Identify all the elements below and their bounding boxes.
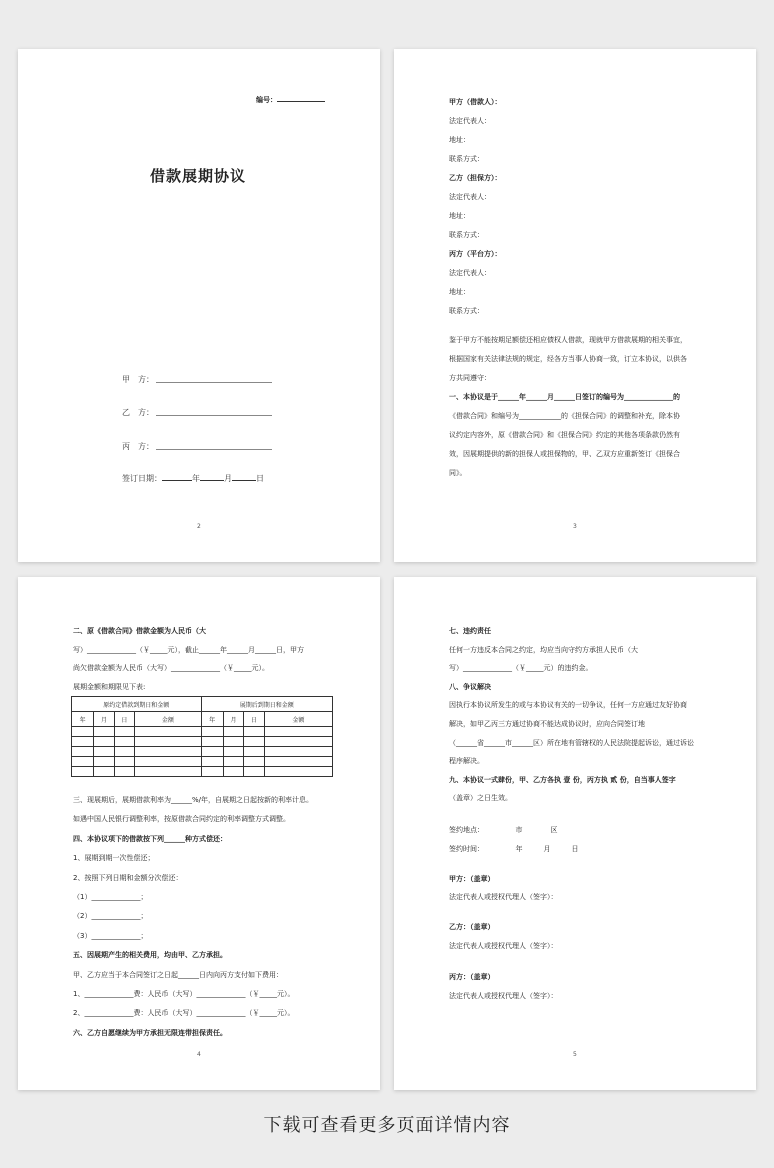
- text-line: 因执行本协议所发生的或与本协议有关的一切争议，任何一方应通过友好协商: [449, 701, 687, 710]
- table-col-header: 金额: [264, 712, 332, 727]
- text-line: 写）______________（￥_____元），截止______年______月______日，甲方: [73, 645, 304, 654]
- table-group-extended: 展期后到期日和金额: [201, 697, 332, 712]
- table-row: [72, 757, 333, 767]
- table-cell: [94, 747, 114, 757]
- table-cell: [223, 767, 243, 777]
- table-cell: [223, 757, 243, 767]
- table-col-header: 年: [72, 712, 94, 727]
- text-line: 甲方（借款人）：: [449, 98, 502, 106]
- party-b-rep: 法定代表人或授权代理人（签字）：: [449, 942, 558, 950]
- text-line: 根据国家有关法律法规的规定，经各方当事人协商一致，订立本协议，以供各: [449, 355, 687, 363]
- text-line: 三、现展期后，展期借款利率为______%/年，自展期之日起按新的利率计息。: [73, 796, 314, 804]
- contract-number-label: 编号：: [256, 94, 325, 105]
- text-line: 五、因展期产生的相关费用，均由甲、乙方承担。: [73, 951, 227, 960]
- sign-date: 签订日期： 年 月 日: [122, 474, 264, 483]
- table-cell: [114, 737, 134, 747]
- text-line: 联系方式：: [449, 307, 484, 315]
- text-line: 效，因展期提供的新的担保人或担保物的，甲、乙双方应重新签订《担保合: [449, 450, 680, 458]
- party-b-line: [156, 415, 272, 416]
- text-line: 程序解决。: [449, 757, 484, 766]
- document-page-3: [18, 577, 380, 1090]
- table-cell: [135, 757, 201, 767]
- table-cell: [201, 767, 223, 777]
- table-cell: [135, 767, 201, 777]
- table-cell: [94, 757, 114, 767]
- party-a-seal: 甲方：（盖章）: [449, 875, 495, 883]
- table-cell: [94, 727, 114, 737]
- table-cell: [244, 727, 264, 737]
- page-number: 5: [573, 1051, 577, 1058]
- text-line: 联系方式：: [449, 155, 484, 163]
- table-cell: [264, 747, 332, 757]
- table-group-header: [72, 697, 333, 712]
- text-line: 解决，如甲乙丙三方通过协商不能达成协议时，应向合同签订地: [449, 720, 645, 728]
- page-number: 3: [573, 523, 577, 530]
- document-page-1: [18, 49, 380, 562]
- text-line: 七、违约责任: [449, 627, 491, 635]
- text-line: 2、按照下列日期和金额分次偿还：: [73, 873, 183, 882]
- table-col-header: 月: [94, 712, 114, 727]
- text-line: （______省______市______区）所在地有管辖权的人民法院提起诉讼，通过诉讼: [449, 738, 694, 747]
- table-cell: [135, 737, 201, 747]
- table-col-header: 日: [244, 712, 264, 727]
- page-number: 2: [197, 523, 201, 530]
- party-a-label: 甲 方：: [122, 375, 154, 384]
- table-cell: [244, 737, 264, 747]
- text-line: 写）______________（￥_____元）的违约金。: [449, 664, 593, 673]
- text-line: 议约定内容外，原《借款合同》和《担保合同》约定的其他各项条款仍然有: [449, 431, 680, 439]
- table-cell: [114, 747, 134, 757]
- document-page-2: [394, 49, 756, 562]
- party-c-rep: 法定代表人或授权代理人（签字）：: [449, 992, 558, 1000]
- text-line: 乙方（担保方）：: [449, 174, 502, 182]
- table-row: [72, 737, 333, 747]
- table-row: [72, 727, 333, 737]
- text-line: 地址：: [449, 212, 470, 220]
- extension-table: [71, 696, 333, 777]
- text-line: 八、争议解决: [449, 682, 491, 691]
- text-line: 二、原《借款合同》借款金额为人民币（大: [73, 627, 206, 635]
- party-a-line: [156, 382, 272, 383]
- table-cell: [201, 757, 223, 767]
- table-cell: [72, 727, 94, 737]
- text-line: （3）______________；: [73, 931, 148, 940]
- text-line: 地址：: [449, 136, 470, 144]
- text-line: 一、本协议是于______年______月______日签订的编号为______________的: [449, 393, 680, 401]
- page-title: 借款展期协议: [150, 167, 247, 185]
- table-cell: [72, 757, 94, 767]
- table-header-row: [72, 712, 333, 727]
- table-group-original: 原约定借款到期日和金额: [72, 697, 202, 712]
- table-cell: [114, 727, 134, 737]
- table-col-header: 年: [201, 712, 223, 727]
- text-line: 九、本协议一式肆份，甲、乙方各执 壹 份，丙方执 贰 份，自当事人签字: [449, 775, 676, 784]
- table-cell: [244, 757, 264, 767]
- table-cell: [201, 747, 223, 757]
- text-line: 同》。: [449, 469, 467, 477]
- text-line: 如遇中国人民银行调整利率，按原借款合同约定的利率调整方式调整。: [73, 815, 290, 824]
- text-line: 法定代表人：: [449, 193, 491, 201]
- table-cell: [135, 747, 201, 757]
- table-col-header: 月: [223, 712, 243, 727]
- download-more-caption: 下载可查看更多页面详情内容: [263, 1115, 511, 1136]
- table-cell: [264, 737, 332, 747]
- table-cell: [135, 727, 201, 737]
- page-number: 4: [197, 1051, 201, 1058]
- table-col-header: 金额: [135, 712, 201, 727]
- text-line: 甲、乙方应当于本合同签订之日起______日内向丙方支付如下费用：: [73, 970, 283, 979]
- table-row: [72, 767, 333, 777]
- table-cell: [264, 727, 332, 737]
- party-b-label: 乙 方：: [122, 408, 154, 417]
- table-cell: [244, 747, 264, 757]
- table-cell: [201, 727, 223, 737]
- text-line: 1、______________费：人民币（大写）______________（￥_____元）。: [73, 990, 295, 998]
- text-line: 1、展期到期一次性偿还；: [73, 854, 155, 863]
- table-cell: [223, 737, 243, 747]
- table-cell: [72, 767, 94, 777]
- table-cell: [114, 767, 134, 777]
- text-line: 展期金额和期限见下表:: [73, 682, 146, 691]
- text-line: 2、______________费：人民币（大写）______________（￥_____元）。: [73, 1009, 295, 1018]
- text-line: 法定代表人：: [449, 117, 491, 125]
- table-cell: [264, 767, 332, 777]
- text-line: 六、乙方自愿继续为甲方承担无限连带担保责任。: [73, 1028, 227, 1037]
- text-line: 地址：: [449, 288, 470, 296]
- party-c-label: 丙 方：: [122, 442, 154, 451]
- table-cell: [72, 737, 94, 747]
- table-cell: [114, 757, 134, 767]
- text-line: 四、本协议项下的借款按下列______种方式偿还：: [73, 834, 227, 843]
- table-row: [72, 747, 333, 757]
- document-page-4: [394, 577, 756, 1090]
- text-line: 《借款合同》和编号为____________的《担保合同》的调整和补充，除本协: [449, 412, 680, 420]
- text-line: 方共同遵守：: [449, 374, 491, 382]
- text-line: 任何一方违反本合同之约定，均应当向守约方承担人民币（大: [449, 645, 638, 654]
- text-line: 鉴于甲方不能按期足额偿还相应债权人借款，现就甲方借款展期的相关事宜，: [449, 336, 687, 344]
- table-cell: [223, 727, 243, 737]
- table-cell: [264, 757, 332, 767]
- table-cell: [201, 737, 223, 747]
- table-col-header: 日: [114, 712, 134, 727]
- text-line: （1）______________；: [73, 893, 148, 901]
- text-line: 法定代表人：: [449, 269, 491, 277]
- party-c-seal: 丙方：（盖章）: [449, 973, 495, 981]
- text-line: 联系方式：: [449, 231, 484, 239]
- sign-place: 签约地点： 市 区: [449, 826, 558, 834]
- table-cell: [244, 767, 264, 777]
- party-a-rep: 法定代表人或授权代理人（签字）：: [449, 893, 558, 901]
- text-line: （2）______________；: [73, 912, 148, 921]
- table-cell: [223, 747, 243, 757]
- text-line: 丙方（平台方）：: [449, 250, 502, 258]
- text-line: （盖章）之日生效。: [449, 794, 512, 803]
- sign-time: 签约时间： 年 月 日: [449, 845, 579, 853]
- text-line: 尚欠借款金额为人民币（大写）______________（￥_____元）。: [73, 664, 269, 672]
- table-cell: [94, 737, 114, 747]
- table-cell: [72, 747, 94, 757]
- party-b-seal: 乙方：（盖章）: [449, 923, 495, 931]
- table-cell: [94, 767, 114, 777]
- party-c-line: [156, 449, 272, 450]
